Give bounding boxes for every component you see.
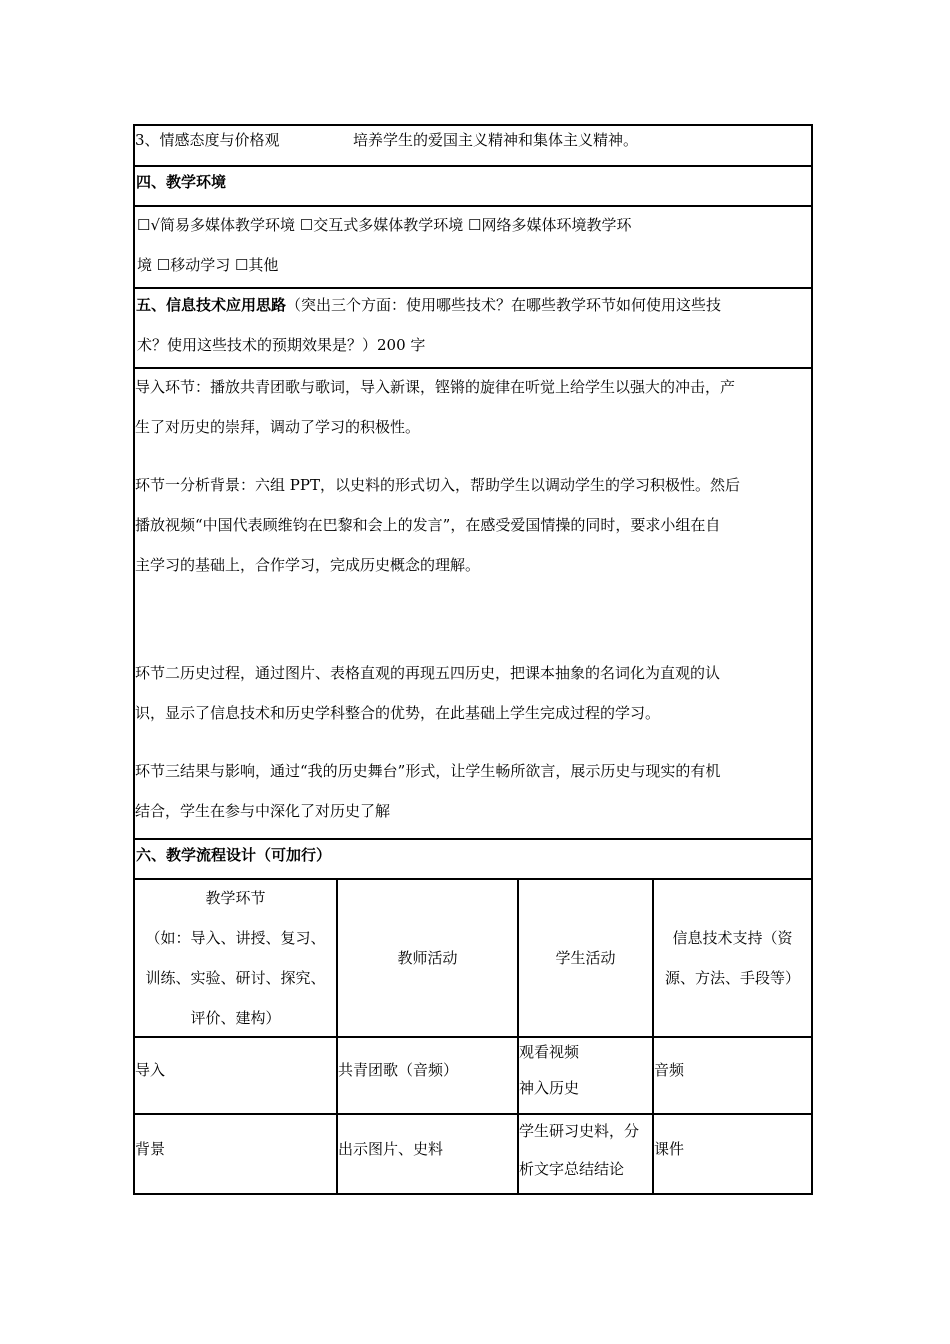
section-6-heading-row <box>133 838 813 878</box>
environment-options-line-1: ☐√简易多媒体教学环境 ☐交互式多媒体教学环境 ☐网络多媒体环境教学环 <box>137 216 632 234</box>
section-5-heading: 五、信息技术应用思路 <box>136 296 287 314</box>
header-tech-support <box>654 880 811 1036</box>
header-teacher-activity-label: 教师活动 <box>397 949 458 967</box>
flow-table-row <box>133 1036 813 1113</box>
section-5-prompt-line-1: （突出三个方面：使用哪些技术？在哪些教学环节如何使用这些技 <box>286 296 722 314</box>
header-student-activity-label: 学生活动 <box>555 949 616 967</box>
stage-1-paragraph-line-3: 主学习的基础上，合作学习，完成历史概念的理解。 <box>135 556 481 574</box>
student-text-line-1: 学生研习史料，分 <box>519 1122 640 1140</box>
flow-table-row <box>133 1113 813 1195</box>
header-stage-line-4: 评价、建构） <box>190 1009 281 1027</box>
stage-3-paragraph-line-1: 环节三结果与影响，通过“我的历史舞台”形式，让学生畅所欲言，展示历史与现实的有机 <box>135 762 721 780</box>
intro-paragraph-line-1: 导入环节：播放共青团歌与歌词，导入新课，铿锵的旋律在听觉上给学生以强大的冲击，产 <box>135 378 736 396</box>
lesson-plan-table <box>133 124 813 1195</box>
tech-text: 课件 <box>654 1140 685 1158</box>
student-text-line-1: 观看视频 <box>519 1043 580 1061</box>
header-stage-line-1: 教学环节 <box>205 889 266 907</box>
section-4-heading-row <box>133 165 813 205</box>
student-cell <box>519 1038 654 1113</box>
student-text-line-2: 析文字总结结论 <box>519 1160 625 1178</box>
stage-2-paragraph-line-1: 环节二历史过程，通过图片、表格直观的再现五四历史，把课本抽象的名词化为直观的认 <box>135 664 721 682</box>
header-stage-line-3: 训练、实验、研讨、探究、 <box>145 969 326 987</box>
stage-text: 背景 <box>135 1140 166 1158</box>
header-stage <box>135 880 338 1036</box>
header-tech-support-line-2: 源、方法、手段等） <box>664 969 800 987</box>
section-6-heading: 六、教学流程设计（可加行） <box>136 846 332 864</box>
stage-cell <box>135 1115 338 1193</box>
tech-text: 音频 <box>654 1061 685 1079</box>
section-5-body-row <box>133 367 813 838</box>
header-teacher-activity <box>338 880 519 1036</box>
section-5-heading-row <box>133 287 813 367</box>
teacher-text: 出示图片、史料 <box>338 1140 444 1158</box>
section-4-heading: 四、教学环境 <box>136 173 227 191</box>
section-3-label: 3、情感态度与价格观 <box>135 131 280 149</box>
intro-paragraph-line-2: 生了对历史的崇拜，调动了学习的积极性。 <box>135 418 421 436</box>
tech-cell <box>654 1115 811 1193</box>
header-student-activity <box>519 880 654 1036</box>
section-3-value: 培养学生的爱国主义精神和集体主义精神。 <box>353 131 639 149</box>
student-cell <box>519 1115 654 1193</box>
flow-table-header-row <box>133 878 813 1036</box>
student-text-line-2: 神入历史 <box>519 1079 580 1097</box>
teacher-cell <box>338 1115 519 1193</box>
section-4-options-row <box>133 205 813 287</box>
section-3-row <box>133 124 813 165</box>
stage-text: 导入 <box>135 1061 166 1079</box>
tech-cell <box>654 1038 811 1113</box>
stage-cell <box>135 1038 338 1113</box>
stage-2-paragraph-line-2: 识，显示了信息技术和历史学科整合的优势，在此基础上学生完成过程的学习。 <box>135 704 661 722</box>
teacher-text: 共青团歌（音频） <box>338 1061 459 1079</box>
stage-1-paragraph-line-1: 环节一分析背景：六组 PPT，以史料的形式切入，帮助学生以调动学生的学习积极性。然后 <box>135 476 740 494</box>
stage-3-paragraph-line-2: 结合，学生在参与中深化了对历史了解 <box>135 802 391 820</box>
header-stage-line-2: （如：导入、讲授、复习、 <box>145 929 326 947</box>
teacher-cell <box>338 1038 519 1113</box>
environment-options-line-2: 境 ☐移动学习 ☐其他 <box>137 256 279 274</box>
section-5-prompt-line-2: 术？使用这些技术的预期效果是？）200 字 <box>137 336 426 354</box>
header-tech-support-line-1: 信息技术支持（资 <box>672 929 793 947</box>
stage-1-paragraph-line-2: 播放视频“中国代表顾维钧在巴黎和会上的发言”，在感受爱国情操的同时，要求小组在自 <box>135 516 721 534</box>
